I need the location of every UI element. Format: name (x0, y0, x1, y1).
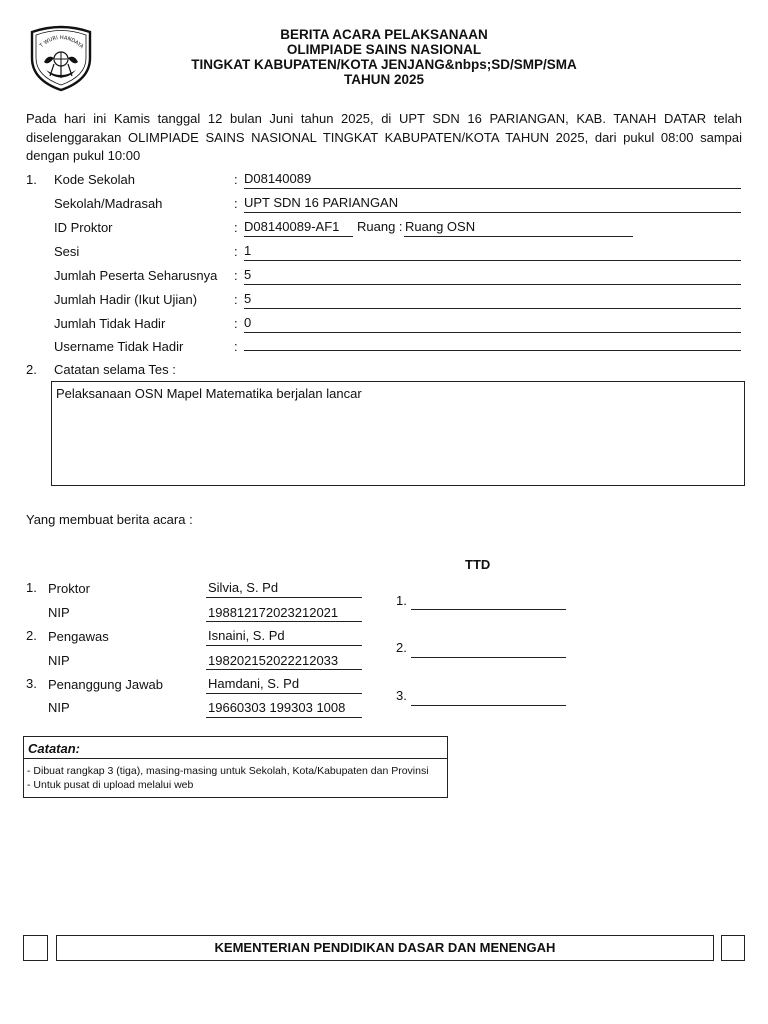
signature-line-2 (411, 657, 566, 658)
title-line-1: BERITA ACARA PELAKSANAAN (280, 27, 488, 42)
jumlah-peserta-value: 5 (244, 267, 252, 282)
catatan-item-1: - Dibuat rangkap 3 (tiga), masing-masing untuk Sekolah, Kota/Kabupaten dan Provinsi (27, 765, 429, 777)
underline (244, 188, 741, 189)
underline (244, 260, 741, 261)
colon: : (234, 339, 238, 354)
underline (206, 597, 362, 598)
person-3-role: Penanggung Jawab (48, 677, 163, 692)
ruang-value: Ruang OSN (405, 219, 476, 234)
kode-sekolah-label: Kode Sekolah (54, 172, 135, 187)
underline (244, 236, 353, 237)
person-2-nip: 198202152022212033 (208, 653, 339, 668)
person-3-name: Hamdani, S. Pd (208, 676, 300, 691)
sesi-label: Sesi (54, 244, 80, 259)
intro-paragraph: Pada hari ini Kamis tanggal 12 bulan Juni tahun 2025, di UPT SDN 16 PARIANGAN, KAB. TANAH DATAR telah diselenggarakan OLIMPIADE SAINS NASIONAL TINGKAT KABUPATEN/KOTA TAHUN 2025, dari pukul 08:00 sampai dengan pukul 10:00 (26, 111, 742, 163)
ttd-1-number: 1. (396, 593, 407, 608)
section-1-number: 1. (26, 172, 37, 187)
colon: : (234, 292, 238, 307)
sekolah-value: UPT SDN 16 PARIANGAN (244, 195, 399, 210)
underline (244, 212, 741, 213)
person-2-number: 2. (26, 628, 37, 643)
kode-sekolah-value: D08140089 (244, 171, 312, 186)
catatan-tes-text: Pelaksanaan OSN Mapel Matematika berjalan lancar (56, 386, 362, 401)
catatan-tes-label: Catatan selama Tes : (54, 362, 176, 377)
username-tidak-hadir-label: Username Tidak Hadir (54, 339, 184, 354)
sesi-value: 1 (244, 243, 252, 258)
catatan-title: Catatan: (24, 737, 447, 759)
colon: : (234, 196, 238, 211)
person-3-number: 3. (26, 676, 37, 691)
colon: : (234, 244, 238, 259)
underline (206, 693, 362, 694)
catatan-item-2: - Untuk pusat di upload melalui web (27, 779, 194, 791)
person-3-nip-label: NIP (48, 700, 70, 715)
person-1-role: Proktor (48, 581, 90, 596)
underline (206, 669, 362, 670)
signature-line-1 (411, 609, 566, 610)
colon: : (234, 316, 238, 331)
underline (404, 236, 633, 237)
jumlah-tidak-hadir-value: 0 (244, 315, 252, 330)
id-proktor-value: D08140089-AF1 (244, 219, 340, 234)
person-1-number: 1. (26, 580, 37, 595)
colon: : (234, 172, 238, 187)
ttd-3-number: 3. (396, 688, 407, 703)
jumlah-peserta-label: Jumlah Peserta Seharusnya (54, 268, 218, 283)
title-line-2: OLIMPIADE SAINS NASIONAL (286, 42, 482, 57)
underline (244, 350, 741, 351)
person-1-nip-label: NIP (48, 605, 70, 620)
ruang-label: Ruang : (357, 219, 403, 234)
person-1-nip: 198812172023212021 (208, 605, 339, 620)
svg-text:TUT WURI HANDAYANI: T WURI HANDAYA (38, 34, 85, 51)
underline (244, 308, 741, 309)
jumlah-hadir-value: 5 (244, 291, 252, 306)
jumlah-tidak-hadir-label: Jumlah Tidak Hadir (54, 316, 166, 331)
sekolah-label: Sekolah/Madrasah (54, 196, 163, 211)
underline (206, 717, 362, 718)
tut-wuri-handayani-logo (26, 24, 96, 92)
signature-line-3 (411, 705, 566, 706)
ttd-2-number: 2. (396, 640, 407, 655)
colon: : (234, 268, 238, 283)
footer-ministry: KEMENTERIAN PENDIDIKAN DASAR DAN MENENGAH (56, 935, 714, 961)
footer-left-box (23, 935, 48, 961)
person-2-nip-label: NIP (48, 653, 70, 668)
person-2-role: Pengawas (48, 629, 109, 644)
document-title (130, 27, 638, 87)
person-2-name: Isnaini, S. Pd (208, 628, 285, 643)
title-line-4: TAHUN 2025 (343, 72, 425, 87)
underline (206, 621, 362, 622)
colon: : (234, 220, 238, 235)
footer-right-box (721, 935, 745, 961)
underline (206, 645, 362, 646)
jumlah-hadir-label: Jumlah Hadir (Ikut Ujian) (54, 292, 198, 307)
ttd-heading: TTD (465, 557, 491, 572)
person-3-nip: 19660303 199303 1008 (208, 700, 346, 715)
catatan-tes-box (51, 381, 745, 486)
pembuat-berita-acara-label: Yang membuat berita acara : (26, 512, 193, 527)
id-proktor-label: ID Proktor (54, 220, 113, 235)
section-2-number: 2. (26, 362, 37, 377)
underline (244, 332, 741, 333)
person-1-name: Silvia, S. Pd (208, 580, 279, 595)
underline (244, 284, 741, 285)
catatan-box (23, 736, 448, 798)
title-line-3: TINGKAT KABUPATEN/KOTA JENJANG&nbps;SD/SMP/SMA (191, 57, 577, 72)
